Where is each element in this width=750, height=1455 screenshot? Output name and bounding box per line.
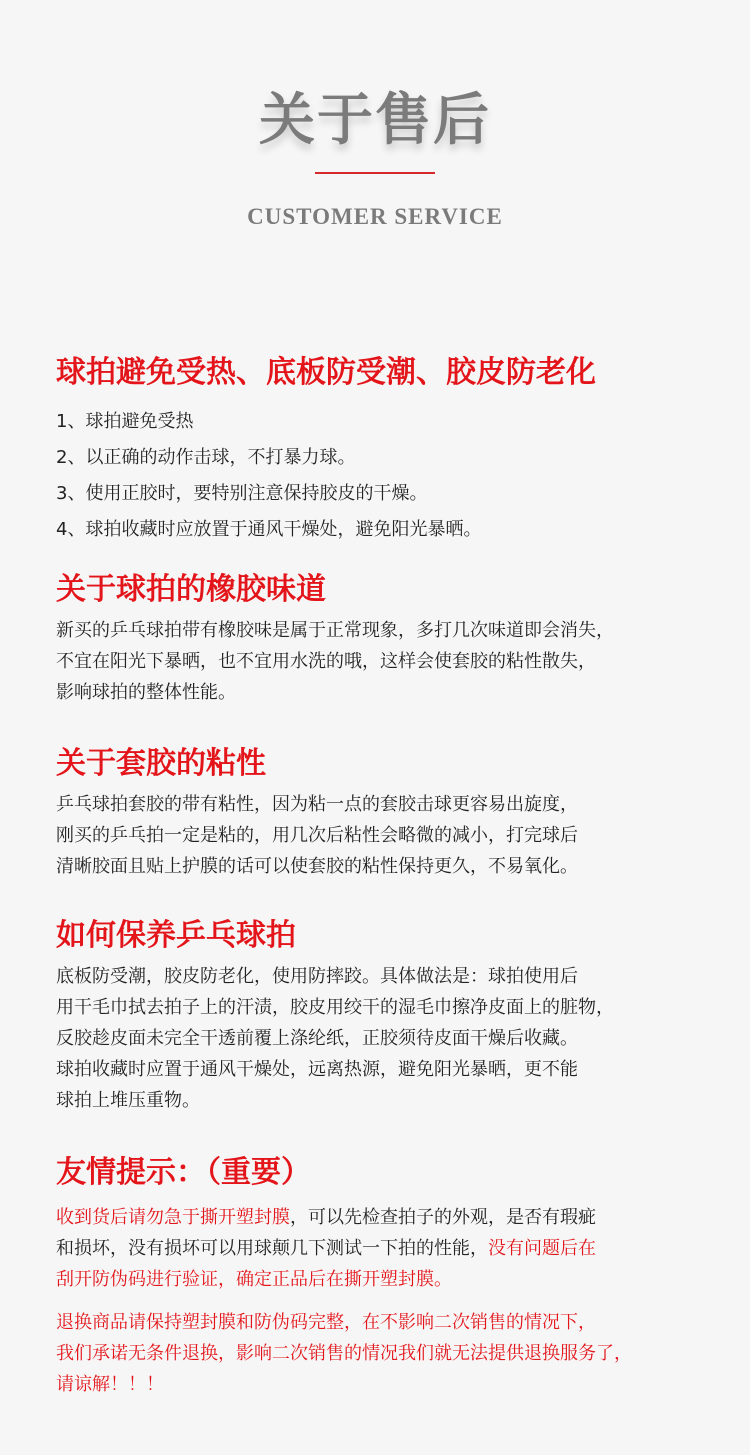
paragraph-line: 影响球拍的整体性能。 — [56, 682, 236, 703]
reminder-text: ，可以先检查拍子的外观，是否有瑕疵 — [290, 1207, 596, 1228]
section-maintenance — [56, 915, 706, 1116]
section-heat-moisture-aging — [56, 352, 706, 548]
section-title: 关于球拍的橡胶味道 — [56, 572, 326, 607]
paragraph-line: 球拍收藏时应置于通风干燥处，远离热源，避免阳光暴晒，更不能 — [56, 1059, 578, 1080]
section-rubber-tackiness — [56, 743, 706, 882]
section-title: 如何保养乒乓球拍 — [56, 918, 296, 953]
reminder-line — [56, 1202, 706, 1233]
reminder-line: 刮开防伪码进行验证，确定正品后在撕开塑封膜。 — [56, 1269, 452, 1290]
paragraph-line: 底板防受潮，胶皮防老化，使用防摔跤。具体做法是：球拍使用后 — [56, 966, 578, 987]
paragraph-line: 清晰胶面且贴上护膜的话可以使套胶的粘性保持更久，不易氧化。 — [56, 856, 578, 877]
list-item: 4、球拍收藏时应放置于通风干燥处，避免阳光暴晒。 — [56, 519, 482, 540]
return-policy-line: 退换商品请保持塑封膜和防伪码完整，在不影响二次销售的情况下， — [56, 1312, 596, 1333]
reminder-line — [56, 1233, 706, 1264]
list-item: 3、使用正胶时，要特别注意保持胶皮的干燥。 — [56, 483, 428, 504]
paragraph-line: 用干毛巾拭去拍子上的汗渍，胶皮用绞干的湿毛巾擦净皮面上的脏物， — [56, 997, 614, 1018]
reminder-text: 和损坏，没有损坏可以用球颠几下测试一下拍的性能， — [56, 1238, 488, 1259]
section-rubber-smell — [56, 569, 706, 708]
section-title: 关于套胶的粘性 — [56, 746, 266, 781]
paragraph-line: 球拍上堆压重物。 — [56, 1090, 200, 1111]
header — [0, 80, 750, 232]
paragraph-line: 刚买的乒乓拍一定是粘的，用几次后粘性会略微的减小，打完球后 — [56, 825, 578, 846]
title-divider — [315, 172, 435, 174]
return-policy-line: 请谅解！！！ — [56, 1374, 164, 1395]
section-title: 球拍避免受热、底板防受潮、胶皮防老化 — [56, 355, 596, 390]
return-policy-line: 我们承诺无条件退换，影响二次销售的情况我们就无法提供退换服务了， — [56, 1343, 632, 1364]
reminder-emphasis: 收到货后请勿急于撕开塑封膜 — [56, 1207, 290, 1228]
page-subtitle: CUSTOMER SERVICE — [247, 204, 503, 229]
list-item: 1、球拍避免受热 — [56, 411, 194, 432]
paragraph-line: 反胶趁皮面未完全干透前覆上涤纶纸，正胶须待皮面干燥后收藏。 — [56, 1028, 578, 1049]
paragraph-line: 不宜在阳光下暴晒，也不宜用水洗的哦，这样会使套胶的粘性散失， — [56, 651, 596, 672]
section-title: 友情提示：（重要） — [56, 1155, 311, 1190]
section-friendly-reminder — [56, 1152, 706, 1400]
reminder-emphasis: 没有问题后在 — [488, 1238, 596, 1259]
paragraph-line: 乒乓球拍套胶的带有粘性，因为粘一点的套胶击球更容易出旋度， — [56, 794, 578, 815]
paragraph-line: 新买的乒乓球拍带有橡胶味是属于正常现象，多打几次味道即会消失， — [56, 620, 614, 641]
page-title: 关于售后 — [259, 87, 491, 153]
list-item: 2、以正确的动作击球，不打暴力球。 — [56, 447, 356, 468]
